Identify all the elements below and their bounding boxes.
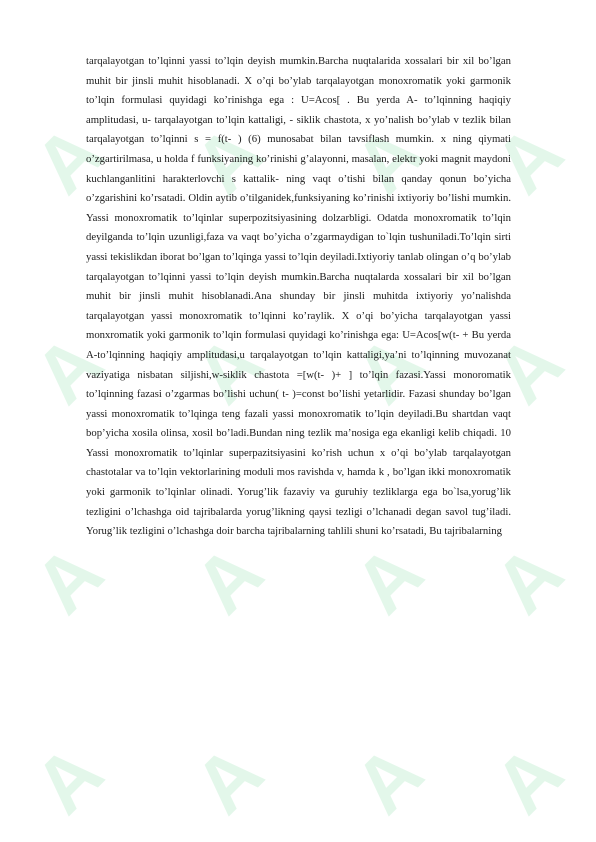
watermark-letter: A (17, 317, 120, 421)
watermark-letter: A (177, 317, 280, 421)
body-paragraph: tarqalayotgan to’lqinni yassi to’lqin deyish mumkin.Barcha nuqtalarida xossalari bir xil bo’lgan muhit bir jinsli muhit hisoblanadi. X o’qi bo’ylab tarqalayotgan monoxromatik yoki garmonik to’lqin formulasi quyidagi ko’rinishga ega : U=Acos[ . Bu yerda A- to’lqinning haqiqiy amplitudasi, u- tarqalayotgan to’lqin kattaligi, - siklik chastota, x yo’nalish bo’ylab v tezlik bilan tarqalayotgan to’lqinni s = f(t- ) (6) munosabat bilan tavsiflash mumkin. x ning qiymati o’zgartirilmasa, u holda f funksiyaning ko’rinishi g’alayonni, masalan, elektr yoki magnit maydoni kuchlanganlitini harakterlovchi s kattalik- ning vaqt o’tishi bilan qanday qonun bo’yicha o’zgarishini ko’rsatadi. Oldin aytib o’tilganidek,funksiyaning ko’rinishi ixtiyoriy bo’lishi mumkin. Yassi monoxromatik to’lqinlar superpozitsiyasining dolzarbligi. Odatda monoxromatik to’lqin deyilganda to’lqin uzunligi,faza va vaqt bo’yicha o’zgarmaydigan to`lqin tushuniladi.To’lqin sirti yassi tekislikdan iborat bo’lgan to’lqinga yassi to’lqin deyiladi.Ixtiyoriy tanlab olingan o’q bo’ylab tarqalayotgan to’lqinni yassi to’lqin deyish mumkin.Barcha nuqtalarda xossalari bir xil bo’lgan muhit bir jinsli muhit hisoblanadi.Ana shunday bir jinsli muhitda ixtiyoriy yo’nalishda tarqalayotgan yassi monoxromatik to’lqinni ko’raylik. X o’qi bo’yicha tarqalayotgan yassi monxromatik yoki garmonik to’lqin formulasi quyidagi ko’rinishga ega: U=Acos[w(t- + Bu yerda A-to’lqinning haqiqiy amplitudasi,u tarqalayotgan to’lqin kattaligi,ya’ni to’lqinning muvozanat vaziyatiga nisbatan siljishi,w-siklik chastota =[w(t- )+ ] to’lqin fazasi.Yassi monoromatik to’lqinning fazasi o’zgarmas bo’lishi uchun( t- )=const bo’lishi yetarlidir. Fazasi shunday bo’lgan yassi monoxromatik to’lqinga teng fazali yassi monoxromatik to’lqin deyiladi.Bu shartdan vaqt bop’yicha xosila olinsa, xosil bo’ladi.Bundan ning tezlik ma’nosiga ega ekanligi kelib chiqadi. 10 Yassi monoxromatik to’lqinlar superpazitsiyasini ko’rish uchun x o’qi bo’ylab tarqalayotgan chastotalar va to’lqin vektorlarining moduli mos ravishda v, hamda k , bo’lgan ikki monoxromatik yoki garmonik to’lqinlar olinadi. Yorug’lik fazaviy va guruhiy tezliklarga ega bo`lsa,yorug’lik tezligini o’lchashga oid tajribalarda yorug’likning qaysi tezligi o’lchanadi degan savol tug’iladi. Yorug’lik tezligini o’lchashga doir barcha tajribalarning tahlili shuni ko’rsatadi, Bu tajribalarning (86, 55, 511, 538)
watermark-letter: A (477, 107, 580, 211)
watermark-letter: A (177, 527, 280, 631)
watermark-letter: A (17, 107, 120, 211)
watermark-letter: A (177, 107, 280, 211)
watermark-letter: A (337, 527, 440, 631)
watermark-letter: A (337, 107, 440, 211)
watermark-letter: A (477, 527, 580, 631)
watermark-letter: A (337, 317, 440, 421)
watermark-letter: A (17, 527, 120, 631)
watermark-letter: A (17, 727, 120, 831)
watermark-letter: A (177, 727, 280, 831)
watermark-letter: A (477, 727, 580, 831)
watermark-letter: A (477, 317, 580, 421)
watermark-letter: A (337, 727, 440, 831)
body-text-block (86, 52, 511, 542)
